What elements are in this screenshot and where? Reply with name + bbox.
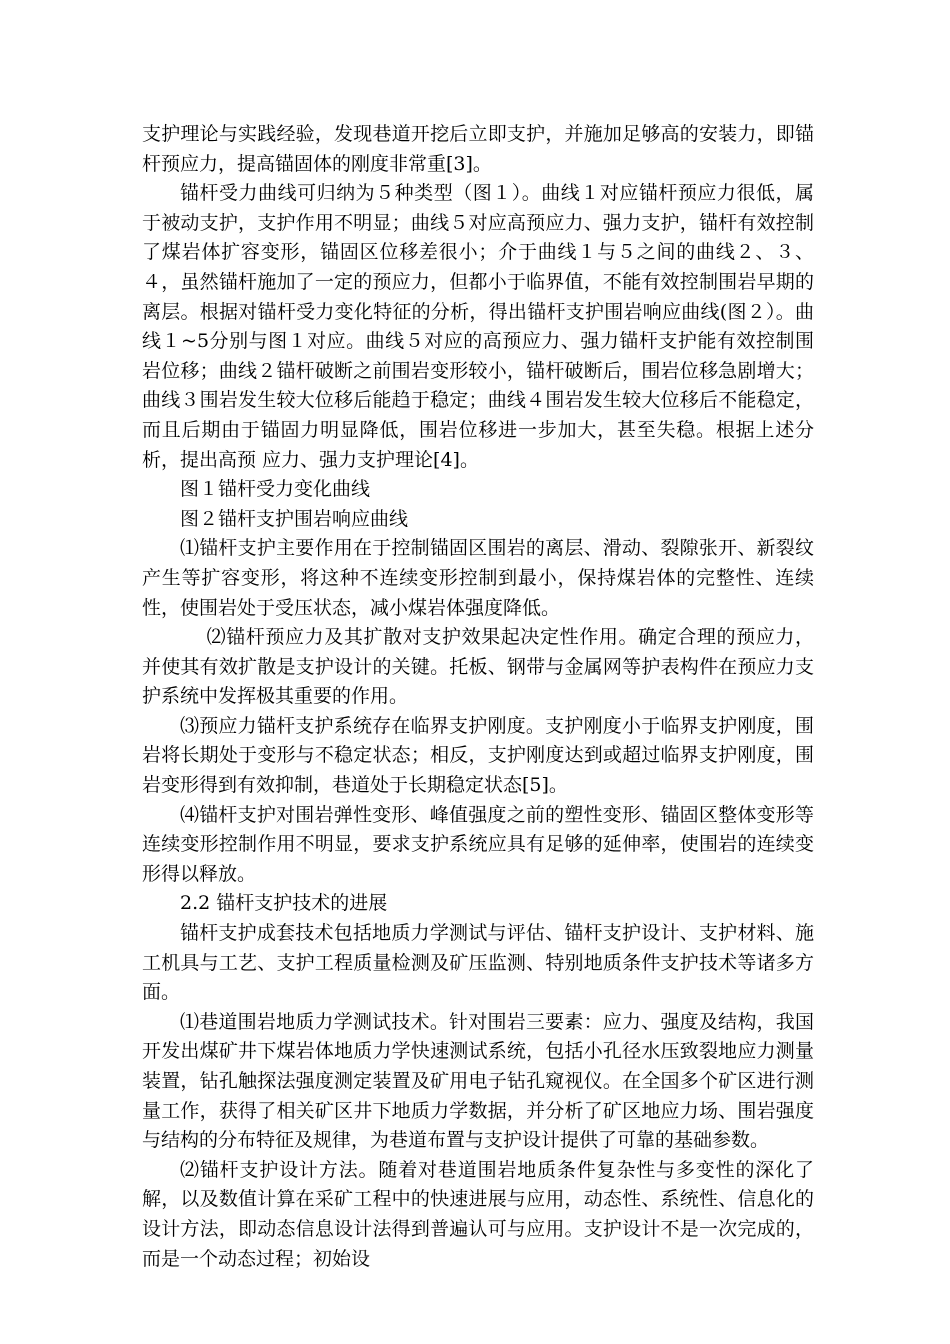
paragraph-design-method: ⑵锚杆支护设计方法。随着对巷道围岩地质条件复杂性与多变性的深化了解，以及数值计算在采矿工程中的快速进展与应用，动态性、系统性、信息化的设计方法，即动态信息设计法得到普遍认可与应用。支护设计不是一次完成的，而是一个动态过程；初始设 (142, 1158, 814, 1270)
figure-caption-2: 图２锚杆支护围岩响应曲线 (180, 507, 409, 530)
paragraph-geomechanics-testing: ⑴巷道围岩地质力学测试技术。针对围岩三要素：应力、强度及结构，我国开发出煤矿井下煤岩体地质力学快速测试系统，包括小孔径水压致裂地应力测量装置，钻孔触探法强度测定装置及矿用电子钻孔窥视仪。在全国多个矿区进行测量工作，获得了相关矿区井下地质力学数据，并分析了矿区地应力场、围岩强度与结构的分布特征及规律，为巷道布置与支护设计提供了可靠的基础参数。 (142, 1010, 814, 1152)
list-item-4: ⑷锚杆支护对围岩弹性变形、峰值强度之前的塑性变形、锚固区整体变形等连续变形控制作用不明显，要求支护系统应具有足够的延伸率，使围岩的连续变形得以释放。 (142, 803, 814, 885)
paragraph-technology-overview: 锚杆支护成套技术包括地质力学测试与评估、锚杆支护设计、支护材料、施工机具与工艺、支护工程质量检测及矿压监测、特别地质条件支护技术等诸多方面。 (142, 922, 814, 1004)
paragraph-continuation: 支护理论与实践经验，发现巷道开挖后立即支护，并施加足够高的安装力，即锚杆预应力，提高锚固体的刚度非常重[3]。 (142, 123, 814, 175)
list-item-1: ⑴锚杆支护主要作用在于控制锚固区围岩的离层、滑动、裂隙张开、新裂纹产生等扩容变形，将这种不连续变形控制到最小，保持煤岩体的完整性、连续性，使围岩处于受压状态，减小煤岩体强度降低。 (142, 537, 814, 619)
section-heading: 2.2 锚杆支护技术的进展 (180, 892, 388, 915)
document-body (142, 120, 814, 1274)
list-item-2: ⑵锚杆预应力及其扩散对支护效果起决定性作用。确定合理的预应力，并使其有效扩散是支护设计的关键。托板、钢带与金属网等护表构件在预应力支护系统中发挥极其重要的作用。 (142, 626, 814, 708)
list-item-3: ⑶预应力锚杆支护系统存在临界支护刚度。支护刚度小于临界支护刚度，围岩将长期处于变形与不稳定状态；相反，支护刚度达到或超过临界支护刚度，围岩变形得到有效抑制，巷道处于长期稳定状态[5]。 (142, 714, 814, 797)
figure-caption-1: 图１锚杆受力变化曲线 (180, 478, 371, 501)
paragraph-bolt-force-curves: 锚杆受力曲线可归纳为５种类型（图１）。曲线１对应锚杆预应力很低，属于被动支护，支护作用不明显；曲线５对应高预应力、强力支护，锚杆有效控制了煤岩体扩容变形，锚固区位移差很小；介于曲线１与５之间的曲线２、３、４，虽然锚杆施加了一定的预应力，但都小于临界值，不能有效控制围岩早期的离层。根据对锚杆受力变化特征的分析，得出锚杆支护围岩响应曲线(图２）。曲线１~5分别与图１对应。曲线５对应的高预应力、强力锚杆支护能有效控制围岩位移；曲线２锚杆破断之前围岩变形较小，锚杆破断后，围岩位移急剧增大；曲线３围岩发生较大位移后能趋于稳定；曲线４围岩发生较大位移后不能稳定，而且后期由于锚固力明显降低，围岩位移进一步加大，甚至失稳。根据上述分析，提出高预 应力、强力支护理论[4]。 (142, 182, 814, 471)
